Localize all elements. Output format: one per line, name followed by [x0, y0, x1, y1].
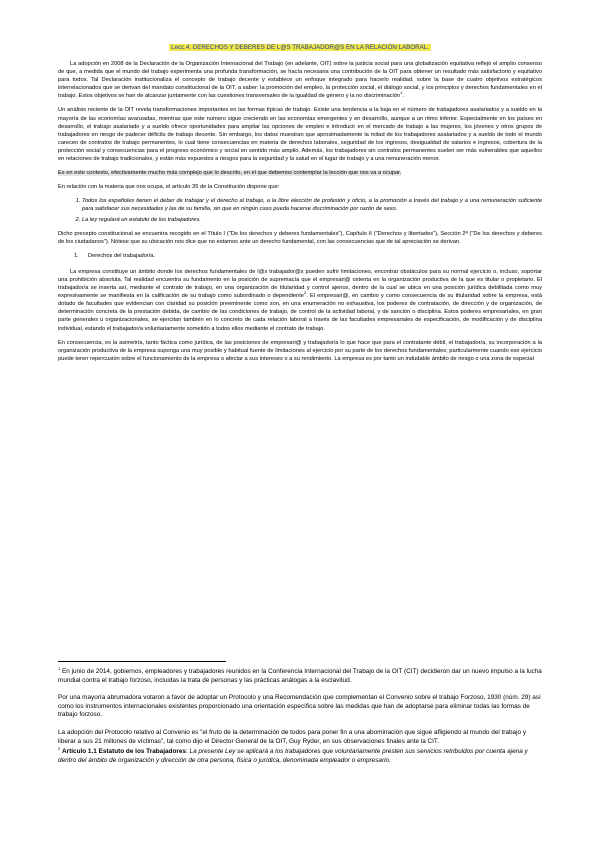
article-35-item-2: 2. La ley regulará un estatuto de los trabajadores. [82, 216, 542, 224]
section-heading-text: Derechos del trabajador/a. [88, 252, 156, 259]
footnote-ref-2[interactable]: 2 [303, 290, 307, 296]
footnote-ref-1[interactable]: 1 [400, 90, 403, 96]
precept-paragraph: Dicho precepto constitucional se encuentra recogido en el Título I ("De los derechos y deberes fundamentales"), Capítulo II ("Derechos y libertades"), Sección 2ª ("De los derechos y deberes de los ciudadanos"). Nótese que su ubicación nos dice que no estamos ante un derecho fundamental, con las consecuencias que de tal apreciación se derivan. [58, 230, 542, 245]
footnote-1a [58, 665, 542, 685]
footnote-2-text: La presente Ley se aplicará a los trabajadores que voluntariamente presten sus servicios retribuidos por cuenta ajena y dentro del ámbito de organización y dirección de otra persona, física o jurídica, denominada empleador o empresario. [58, 748, 528, 764]
asymmetry-paragraph: En consecuencia, es la asimetría, tanto fáctica como jurídica, de las posiciones de empresari@ y trabajador/a lo que hace que para el contratante débil, el trabajador/a, su incorporación a la organización productiva de la empresa suponga una muy posible y habitual fuente de limitaciones al ejercicio por su parte de los derechos fundamentales; particularmente cuando ese ejercicio puede tener repercusión sobre el funcionamiento de la empresa o afectar a sus intereses o a su rendimiento. La empresa es por tanto un indudable ámbito de riesgo o una zona de especial [58, 339, 542, 362]
context-paragraph [58, 169, 542, 177]
footnote-1b: Por una mayoría abrumadora votaron a favor de adoptar un Protocolo y una Recomendación que complementan el Convenio sobre el trabajo Forzoso, 1930 (núm. 29) así como los instrumentos internacionales existentes proporcionado una orientación específica sobre las medidas que han de adoptarse para eliminar todas las formas de trabajo forzoso. [58, 694, 541, 719]
intro-paragraph-text: La adopción en 2008 de la Declaración de la Organización Internacional del Trabajo (en adelante, OIT) sobre la justicia social para una globalización equitativa reflejó el amplio consenso de que, a medida que el mundo del trabajo experimenta una profunda transformación, se hacía necesaria una contribución de la OIT para obtener un resultado más satisfactorio y equitativo para todos. Tal Declaración institucionaliza el concepto de trabajo decente y establece un enfoque integrado para hacerlo realidad, sobre la base de cuatro objetivos estratégicos interrelacionados que se derivan del mandato constitucional de la OIT, a saber: la promoción del empleo, la protección social, el diálogo social, y los principios y derechos fundamentales en el trabajo. Estos objetivos se han de alcanzar juntamente con las cuestiones transversales de la igualdad de género y la no discriminación [58, 61, 542, 100]
article-35-list [58, 197, 542, 223]
footnote-2-mark: 2 [58, 746, 61, 752]
company-paragraph-text-b: . El empresari@, en cambio y como consecuencia de su titularidad sobre la empresa, está dotado de facultades que evidencian con claridad su posición preeminente como son, en una enumeración no exhaustiva, los poderes de contratación, de dirección y de organización, de determinación concreta de la prestación debida, de cambio de las condiciones de trabajo, de control de la actividad laboral, y de sanción o disciplina. Estos poderes empresariales, en gran parte generales u organizacionales, se ejercitan también en lo concreto de cada relación laboral a través de las facultades empresariales de especificación, de modificación y de disciplina individual, estando el trabajador/a voluntariamente sometido a todos ellos mediante el contrato de trabajo. [58, 293, 542, 332]
footnote-separator [58, 661, 226, 662]
footnote-2-label: Artículo 1.1 Estatuto de los Trabajadores [62, 748, 186, 756]
footnotes-area [58, 661, 542, 774]
company-paragraph [58, 268, 542, 333]
context-highlight: Es en este contexto, efectivamente mucho más complejo que lo descrito, en el que debemos contemplar la lección que nos va a ocupar. [58, 170, 402, 177]
document-page [58, 36, 542, 369]
footnote-2 [58, 748, 542, 765]
section-heading [74, 252, 542, 260]
section-number: 1. [74, 252, 79, 259]
footnote-1c: La adopción del Protocolo relativo al Convenio es "el fruto de la determinación de todos para poner fin a una abominación que sigue afligiendo al mundo del trabajo y liberar a sus 21 millones de víctimas", tal como dijo el Director General de la OIT, Guy Ryder, en sus observaciones finales ante la CIT. [58, 728, 527, 745]
lesson-title [58, 36, 542, 54]
article-35-item-1: 1. Todos los españoles tienen el deber de trabajar y el derecho al trabajo, a la libre elección de profesión y oficio, a la promoción a través del trabajo y a una remuneración suficiente para satisfacer sus necesidades y las de su familia, sin que en ningún caso pueda hacerse discriminación por razón de sexo. [82, 197, 542, 213]
analysis-paragraph: Un análisis reciente de la OIT revela transformaciones importantes en las formas típicas de trabajo. Existe una tendencia a la baja en el número de trabajadores asalariados y a sueldo en la mayoría de las economías avanzadas, mientras que este número sigue creciendo en las economías emergentes y en desarrollo, aunque a un ritmo inferior. Especialmente en los países en desarrollo, el trabajo asalariado y a sueldo ofrece oportunidades para ampliar las opciones de empleo e introducir en el mercado de trabajo a las mujeres, los jóvenes y otros grupos de trabajadores en riesgo de padecer déficits de trabajo decente. Sin embargo, los datos muestran que aproximadamente la mitad de los trabajadores asalariados y a sueldo de todo el mundo carecen de contratos de trabajo permanentes, lo cual tiene consecuencias en materia de derechos laborales, seguridad de los ingresos, desigualdad de salarios e ingresos, cobertura de la protección social y consecuencias para el progreso económico y social en sentido más amplio. Además, los trabajadores sin contratos permanentes suelen ser más vulnerables que aquellos en relaciones de trabajo tradicionales, y están más expuestos a riesgos para la seguridad y la salud en el lugar de trabajo y a una remuneración menor. [58, 107, 542, 163]
footnote-2-separator: : [185, 748, 190, 756]
intro-paragraph: La adopción en 2008 de la Declaración de la Organización Internacional del Trabajo (en adelante, OIT) sobre la justicia social para una globalización equitativa reflejó el amplio consenso de que, a medida que el mundo del trabajo experimenta una profunda transformación, se hacía necesaria una contribución de la OIT para obtener un resultado más satisfactorio y equitativo para todos. Tal Declaración institucionaliza el concepto de trabajo decente y establece un enfoque integrado para hacerlo realidad, sobre la base de cuatro objetivos estratégicos interrelacionados que se derivan del mandato constitucional de la OIT, a saber: la promoción del empleo, la protección social, el diálogo social, y los principios y derechos fundamentales en el trabajo. Estos objetivos se han de alcanzar juntamente con las cuestiones transversales de la igualdad de género y la no discriminación$^1$. [58, 61, 542, 100]
lesson-title-text: Lecc.4. DERECHOS Y DEBERES DE L@S TRABAJADOR@S EN LA RELACIÓN LABORAL. [171, 44, 429, 51]
article-intro-paragraph: En relación con la materia que nos ocupa, el artículo 35 de la Constitución dispone que: [58, 184, 280, 191]
footnote-1-mark: 1 [58, 665, 61, 671]
company-paragraph-text-a: La empresa constituye un ámbito donde los derechos fundamentales de l@s trabajador@s pueden sufrir limitaciones, encontrar obstáculos para su normal ejercicio o, incluso, soportar una prohibición absoluta. Tal realidad encuentra su fundamento en la posición de supremacía que el empresari@ ostenta en la organización productiva de la que es titular o propietario. El trabajador/a se inserta así, mediante el contrato de trabajo, en una organización de titularidad y control ajenos, dentro de la cual se ubica en una posición jurídica debilitada como muy expresivamente se manifiesta en la calificación de su trabajo como subordinado o dependiente [58, 268, 542, 300]
footnote-1a-text: En junio de 2014, gobiernos, empleadores y trabajadores reunidos en la Conferencia Internacional del Trabajo de la OIT (CIT) decidieron dar un nuevo impulso a la lucha mundial contra el trabajo forzoso, incluidas la trata de personas y las prácticas análogas a la esclavitud. [58, 668, 542, 684]
